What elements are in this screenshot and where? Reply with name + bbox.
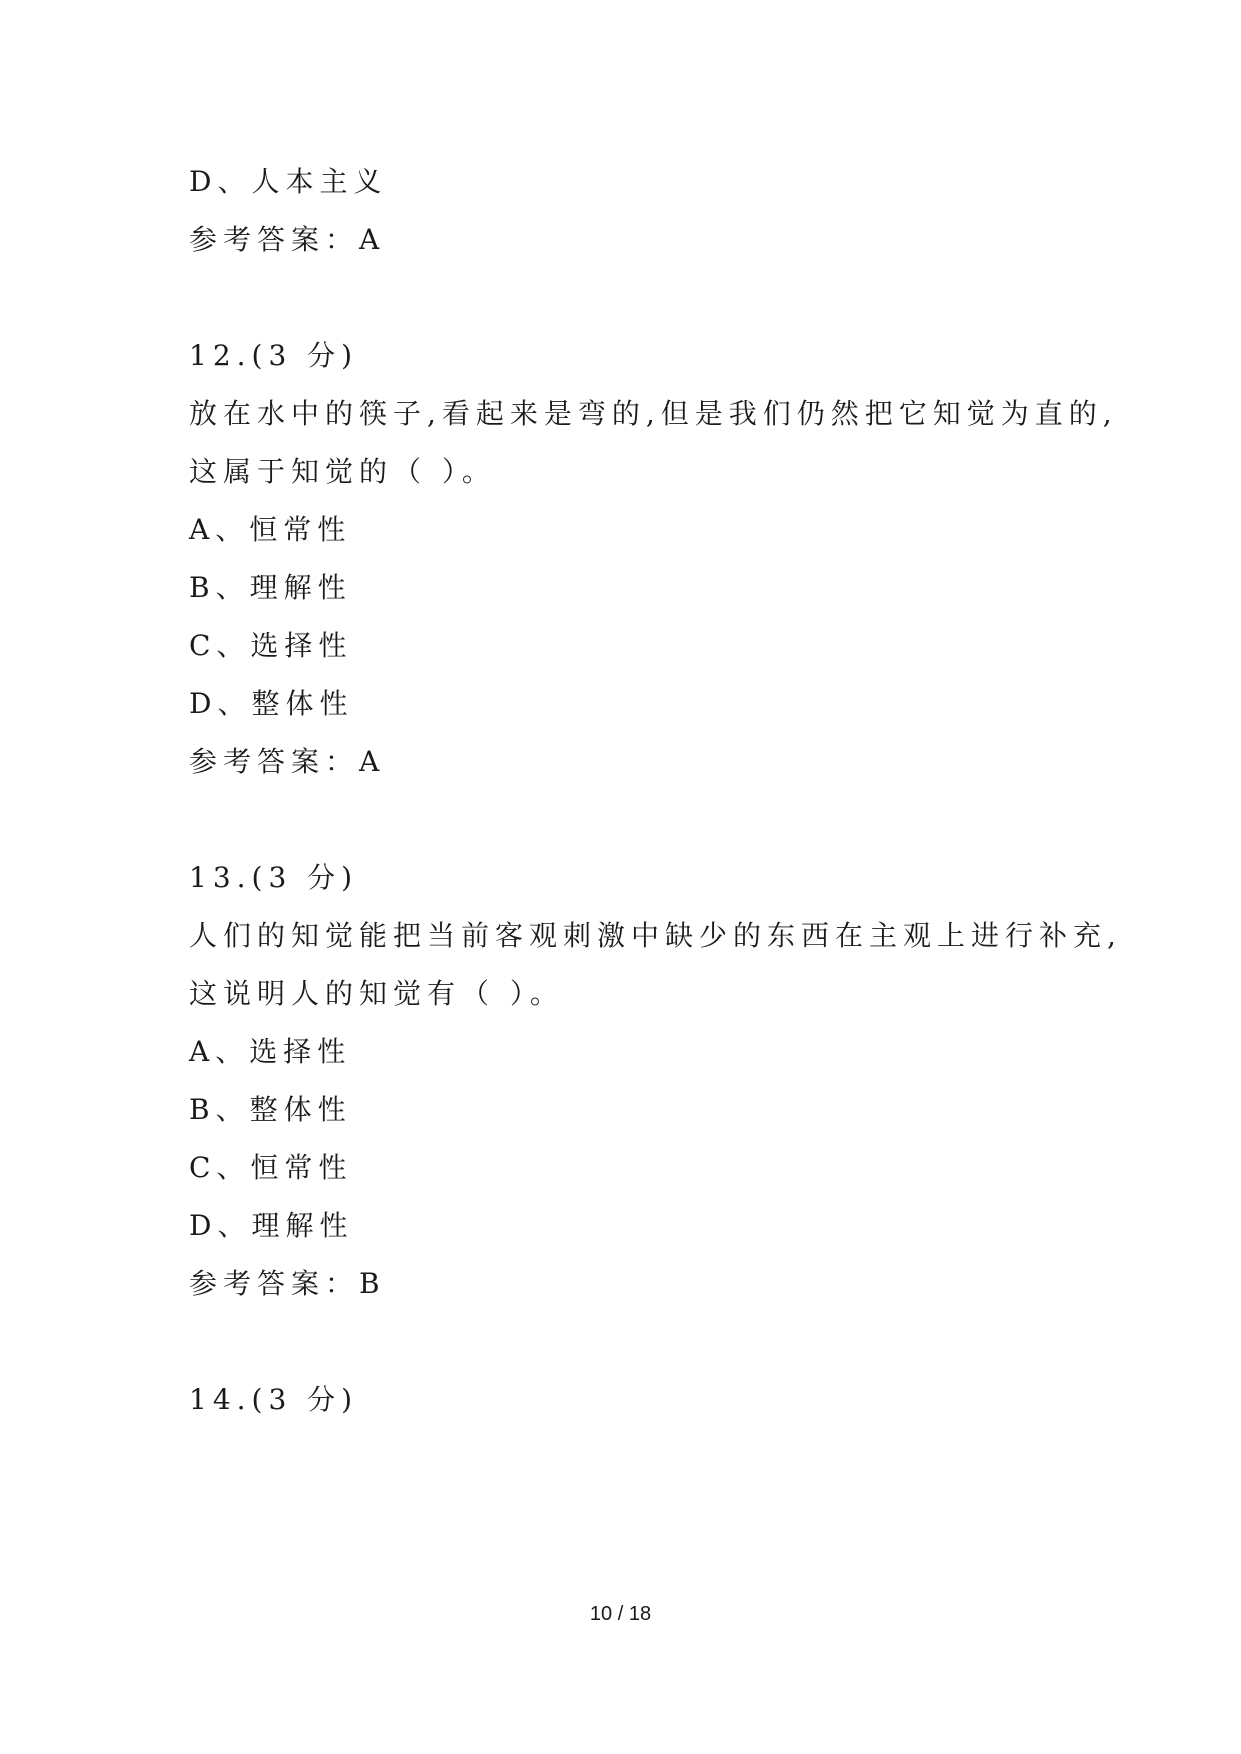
q12-option-c: C、选择性	[189, 629, 353, 662]
q13-answer: 参考答案：B	[189, 1267, 386, 1300]
q13-option-c: C、恒常性	[189, 1151, 353, 1184]
q12-option-b: B、理解性	[189, 571, 352, 604]
q12-answer: 参考答案：A	[189, 745, 386, 778]
q12-option-d: D、整体性	[189, 687, 354, 720]
q13-stem-line2: 这说明人的知觉有（ ）。	[189, 977, 564, 1010]
q11-answer: 参考答案：A	[189, 223, 386, 256]
q14-header: 14.(3 分)	[189, 1383, 359, 1416]
q12-stem-line2: 这属于知觉的（ ）。	[189, 455, 496, 488]
q12-stem-line1: 放在水中的筷子,看起来是弯的,但是我们仍然把它知觉为直的,	[189, 397, 1118, 430]
q13-option-b: B、整体性	[189, 1093, 352, 1126]
q13-option-d: D、理解性	[189, 1209, 354, 1242]
q11-option-d: D、人本主义	[189, 165, 388, 198]
q13-option-a: A、选择性	[189, 1035, 352, 1068]
q12-option-a: A、恒常性	[189, 513, 352, 546]
q13-header: 13.(3 分)	[189, 861, 359, 894]
q13-stem-line1: 人们的知觉能把当前客观刺激中缺少的东西在主观上进行补充,	[189, 919, 1122, 952]
q12-header: 12.(3 分)	[189, 339, 359, 372]
page-number: 10 / 18	[589, 1603, 652, 1625]
